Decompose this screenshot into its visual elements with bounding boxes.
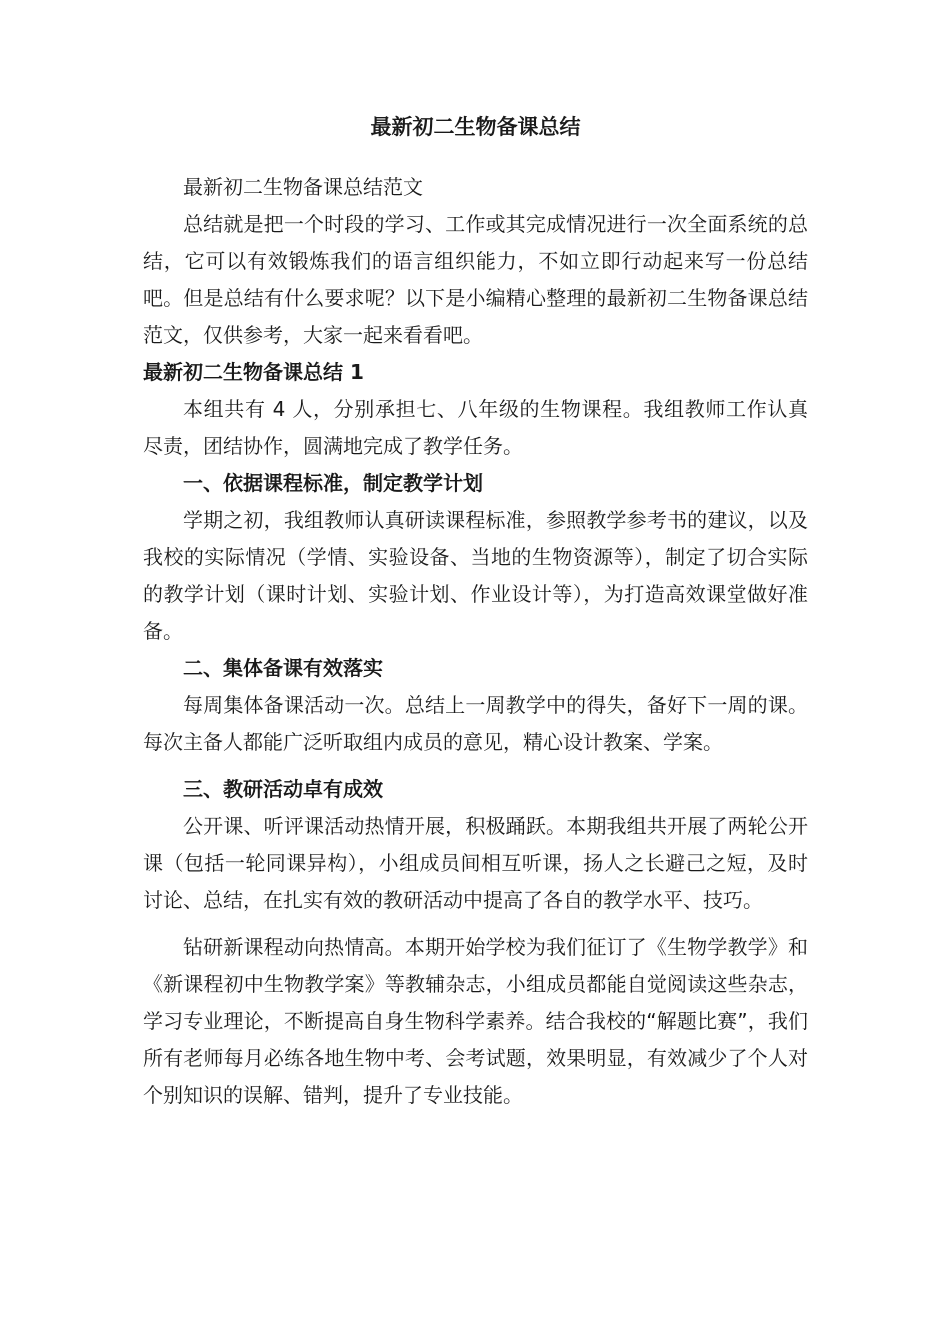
section-heading: 最新初二生物备课总结 1 [143, 360, 364, 384]
point-body-3b: 钻研新课程动向热情高。本期开始学校为我们征订了《生物学教学》和《新课程初中生物教学案》等教辅杂志，小组成员都能自觉阅读这些杂志，学习专业理论，不断提高自身生物科学素养。结合我校的“解题比赛”，我们所有老师每月必练各地生物中考、会考试题，效果明显，有效减少了个人对个别知识的误解、错判，提升了专业技能。 [143, 935, 808, 1107]
document-page [143, 108, 808, 1114]
point-heading-1: 一、依据课程标准，制定教学计划 [183, 471, 483, 495]
point-body-1: 学期之初，我组教师认真研读课程标准，参照教学参考书的建议，以及我校的实际情况（学情、实验设备、当地的生物资源等），制定了切合实际的教学计划（课时计划、实验计划、作业设计等），为打造高效课堂做好准备。 [143, 508, 808, 643]
point-heading-3: 三、教研活动卓有成效 [183, 777, 383, 801]
point-heading-2: 二、集体备课有效落实 [183, 656, 383, 680]
point-body-2: 每周集体备课活动一次。总结上一周教学中的得失，备好下一周的课。每次主备人都能广泛听取组内成员的意见，精心设计教案、学案。 [143, 693, 808, 754]
document-subtitle: 最新初二生物备课总结范文 [183, 175, 423, 199]
document-title: 最新初二生物备课总结 [370, 115, 581, 139]
section-intro-paragraph: 本组共有 4 人，分别承担七、八年级的生物课程。我组教师工作认真尽责，团结协作，圆满地完成了教学任务。 [143, 397, 808, 458]
point-body-3a: 公开课、听评课活动热情开展，积极踊跃。本期我组共开展了两轮公开课（包括一轮同课异构），小组成员间相互听课，扬人之长避己之短，及时讨论、总结，在扎实有效的教研活动中提高了各自的教学水平、技巧。 [143, 814, 808, 912]
intro-paragraph: 总结就是把一个时段的学习、工作或其完成情况进行一次全面系统的总结，它可以有效锻炼我们的语言组织能力，不如立即行动起来写一份总结吧。但是总结有什么要求呢？以下是小编精心整理的最新初二生物备课总结范文，仅供参考，大家一起来看看吧。 [143, 212, 808, 347]
